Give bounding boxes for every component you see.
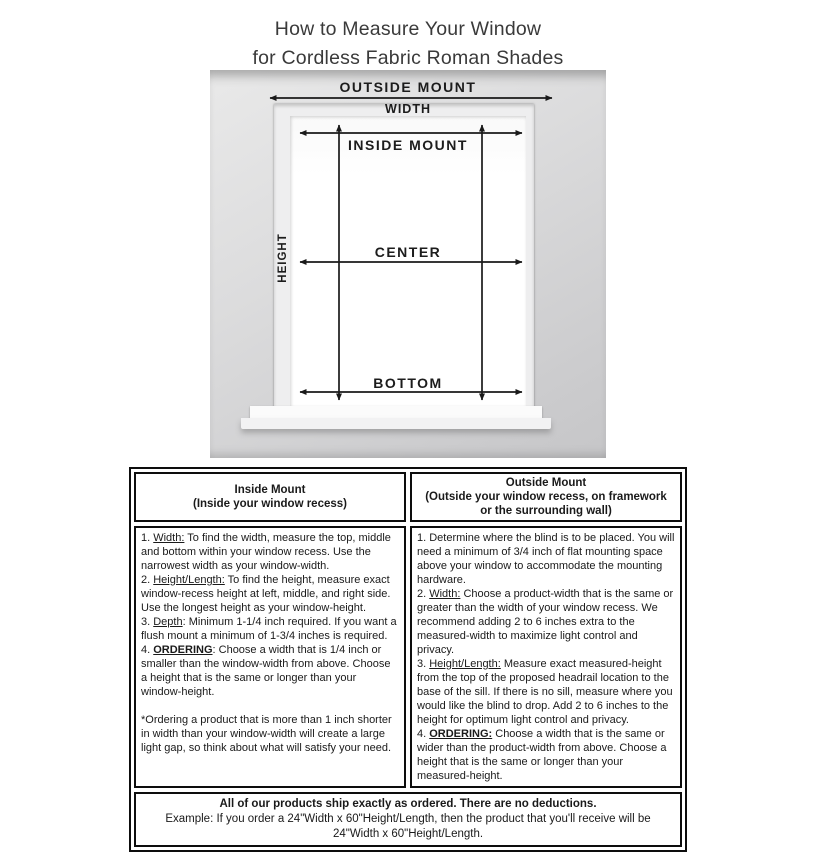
label-inside-mount: INSIDE MOUNT	[348, 137, 468, 153]
shipping-note-example-line2: 24"Width x 60"Height/Length.	[332, 828, 484, 840]
instruction-item: 1. Determine where the blind is to be placed. You will need a minimum of 3/4 inch of flat mounting space above your window to accommodate the mounting hardware.	[417, 532, 675, 586]
shipping-note-example-line1: Example: If you order a 24"Width x 60"Height/Length, then the product that you'll receive will be	[165, 813, 651, 825]
instruction-item: 1. Width: To find the width, measure the top, middle and bottom within your window recess. Use the narrowest width as your window-width.	[141, 532, 391, 572]
outside-mount-instructions	[410, 526, 682, 788]
shipping-note-bold: All of our products ship exactly as ordered. There are no deductions.	[219, 798, 597, 810]
outside-mount-header-subtitle: (Outside your window recess, on framework or the surrounding wall)	[425, 491, 667, 517]
instruction-item: 3. Depth: Minimum 1-1/4 inch required. If you want a flush mount a minimum of 1-3/4 inches is required.	[141, 616, 397, 642]
light-gap-note: *Ordering a product that is more than 1 inch shorter in width than your window-width will create a large light gap, so think about what will satisfy your need.	[141, 714, 392, 754]
measurement-arrows	[210, 70, 606, 458]
instruction-item: 3. Height/Length: Measure exact measured-height from the top of the proposed headrail location to the base of the sill. If there is no sill, measure where you would like the blind to drop. Add 2 to 6 inches to the height for optimum light control and privacy.	[417, 658, 673, 726]
shipping-note	[134, 792, 682, 847]
outside-mount-header	[410, 472, 682, 522]
page-title-line1: How to Measure Your Window	[274, 18, 542, 40]
window-measurement-diagram	[210, 70, 606, 458]
page-title-line2: for Cordless Fabric Roman Shades	[252, 47, 564, 69]
inside-mount-header-title: Inside Mount	[234, 484, 306, 496]
inside-mount-header	[134, 472, 406, 522]
inside-mount-instructions	[134, 526, 406, 788]
measuring-instructions-table	[129, 467, 687, 852]
instruction-item: 2. Width: Choose a product-width that is the same or greater than the width of your window recess. We recommend adding 2 to 6 inches extra to the measured-width to maximize light control and privacy.	[417, 588, 674, 656]
instruction-item: 4. ORDERING: Choose a width that is the same or wider than the product-width from above. Choose a height that is the same or longer than your measured-height.	[417, 728, 667, 782]
label-outside-mount: OUTSIDE MOUNT	[339, 79, 477, 95]
outside-mount-header-title: Outside Mount	[505, 477, 587, 489]
label-bottom: BOTTOM	[373, 375, 443, 391]
label-width: WIDTH	[385, 102, 431, 116]
inside-mount-header-subtitle: (Inside your window recess)	[192, 498, 347, 510]
label-height: HEIGHT	[277, 233, 289, 283]
label-center: CENTER	[374, 244, 442, 260]
page-title	[0, 15, 816, 73]
instruction-item: 2. Height/Length: To find the height, measure exact window-recess height at left, middle, and right side. Use the longest height as your window-height.	[141, 574, 391, 614]
instruction-item: 4. ORDERING: Choose a width that is 1/4 inch or smaller than the window-width from above. Choose a height that is the same or longer than your window-height.	[141, 644, 391, 698]
